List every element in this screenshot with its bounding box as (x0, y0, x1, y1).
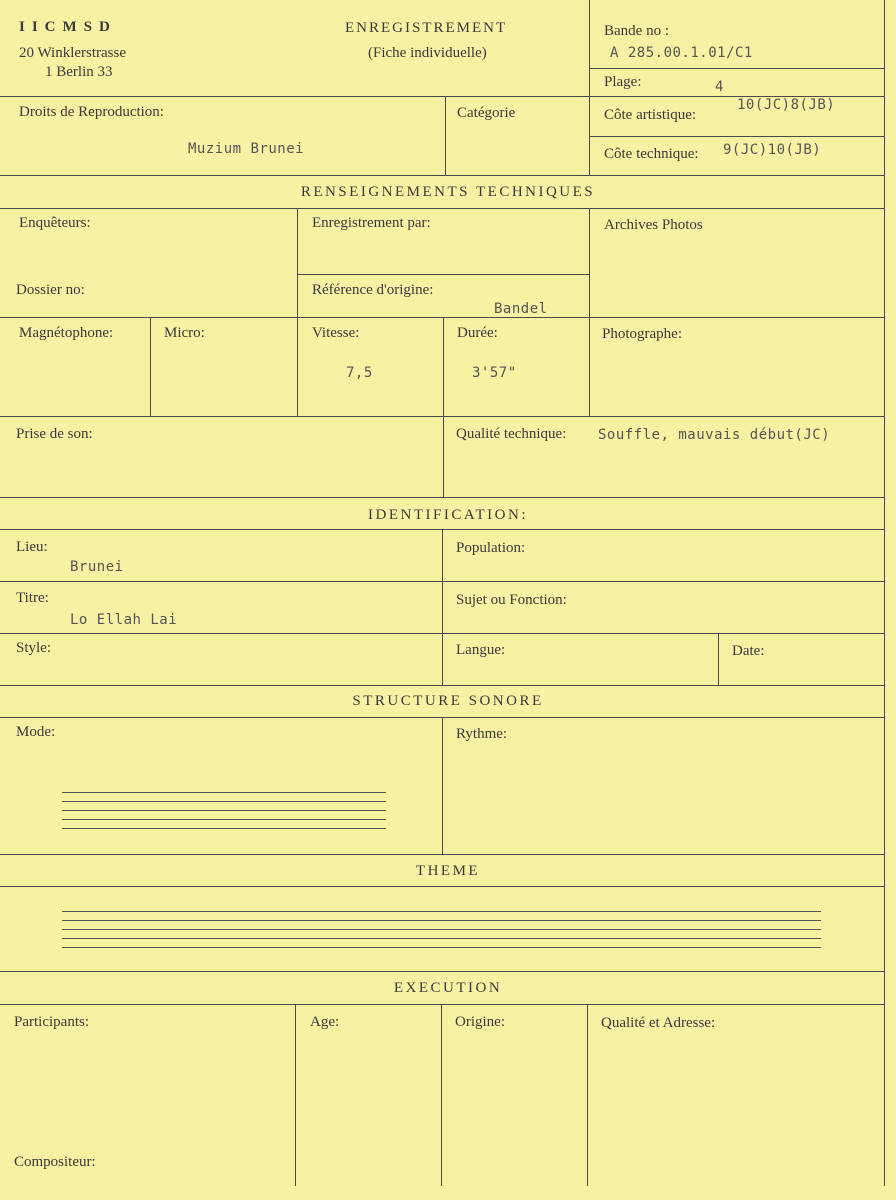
mode-staff-line (62, 810, 386, 811)
section-title-execution: EXECUTION (393, 980, 503, 996)
cote-artistique-label: Côte artistique: (604, 107, 697, 123)
mode-staff-line (62, 792, 386, 793)
divider (0, 497, 884, 498)
theme-staff-line (62, 947, 821, 948)
rythme-label: Rythme: (456, 726, 508, 742)
lieu-label: Lieu: (16, 539, 48, 555)
enregistrement-par-label: Enregistrement par: (312, 215, 431, 231)
divider (0, 208, 884, 209)
bande-value: A 285.00.1.01/C1 (610, 45, 753, 61)
reference-value: Bandel (494, 301, 548, 317)
plage-label: Plage: (604, 74, 642, 90)
population-label: Population: (456, 540, 526, 556)
langue-label: Langue: (456, 642, 506, 658)
categorie-label: Catégorie (457, 105, 516, 121)
cote-technique-label: Côte technique: (604, 146, 699, 162)
divider (0, 416, 884, 417)
cote-artistique-value: 10(JC)8(JB) (737, 97, 836, 113)
dossier-label: Dossier no: (16, 282, 85, 298)
qualite-technique-label: Qualité technique: (456, 426, 567, 442)
mode-staff-line (62, 828, 386, 829)
divider (0, 1004, 884, 1005)
bande-label: Bande no : (604, 23, 669, 39)
divider (0, 685, 884, 686)
form-subtitle: (Fiche individuelle) (368, 45, 487, 61)
divider (0, 854, 884, 855)
divider (297, 274, 589, 275)
divider (0, 971, 884, 972)
divider (884, 0, 885, 1186)
mode-staff-line (62, 801, 386, 802)
droits-value: Muzium Brunei (188, 141, 305, 157)
archives-photos-label: Archives Photos (604, 217, 703, 233)
address-line-1: 20 Winklerstrasse (19, 45, 127, 61)
droits-label: Droits de Reproduction: (19, 104, 164, 120)
enqueteurs-label: Enquêteurs: (19, 215, 91, 231)
section-title-technical: RENSEIGNEMENTS TECHNIQUES (300, 184, 596, 200)
duree-label: Durée: (457, 325, 498, 341)
divider (443, 416, 444, 497)
divider (443, 317, 444, 416)
date-label: Date: (732, 643, 765, 659)
divider (587, 1004, 588, 1186)
age-label: Age: (310, 1014, 340, 1030)
section-title-theme: THEME (415, 863, 481, 879)
lieu-value: Brunei (70, 559, 124, 575)
divider (0, 175, 884, 176)
divider (589, 136, 885, 137)
plage-value: 4 (715, 79, 724, 95)
cote-technique-value: 9(JC)10(JB) (723, 142, 822, 158)
theme-staff-line (62, 920, 821, 921)
divider (0, 886, 884, 887)
divider (442, 717, 443, 854)
divider (589, 68, 885, 69)
sujet-label: Sujet ou Fonction: (456, 592, 567, 608)
section-title-identification: IDENTIFICATION: (368, 507, 528, 523)
titre-label: Titre: (16, 590, 49, 606)
qualite-technique-value: Souffle, mauvais début(JC) (598, 427, 831, 443)
mode-staff-line (62, 819, 386, 820)
magnetophone-label: Magnétophone: (19, 325, 114, 341)
qualite-adresse-label: Qualité et Adresse: (601, 1015, 716, 1031)
micro-label: Micro: (164, 325, 205, 341)
vitesse-label: Vitesse: (312, 325, 360, 341)
style-label: Style: (16, 640, 52, 656)
divider (0, 317, 884, 318)
divider (441, 1004, 442, 1186)
reference-label: Référence d'origine: (312, 282, 434, 298)
divider (718, 633, 719, 685)
theme-staff-line (62, 911, 821, 912)
section-title-structure: STRUCTURE SONORE (352, 693, 544, 709)
divider (589, 208, 590, 416)
divider (150, 317, 151, 416)
divider (442, 529, 443, 685)
photographe-label: Photographe: (602, 326, 682, 342)
theme-staff-line (62, 929, 821, 930)
mode-label: Mode: (16, 724, 56, 740)
origine-label: Origine: (455, 1014, 505, 1030)
divider (295, 1004, 296, 1186)
titre-value: Lo Ellah Lai (70, 612, 178, 628)
divider (297, 208, 298, 416)
prise-de-son-label: Prise de son: (16, 426, 93, 442)
vitesse-value: 7,5 (346, 365, 373, 381)
divider (589, 0, 590, 175)
theme-staff-line (62, 938, 821, 939)
duree-value: 3'57" (472, 365, 517, 381)
participants-label: Participants: (14, 1014, 89, 1030)
institution-logo: IICMSD (19, 19, 117, 35)
form-title: ENREGISTREMENT (345, 20, 508, 36)
divider (445, 96, 446, 175)
compositeur-label: Compositeur: (14, 1154, 96, 1170)
address-line-2: 1 Berlin 33 (45, 64, 113, 80)
